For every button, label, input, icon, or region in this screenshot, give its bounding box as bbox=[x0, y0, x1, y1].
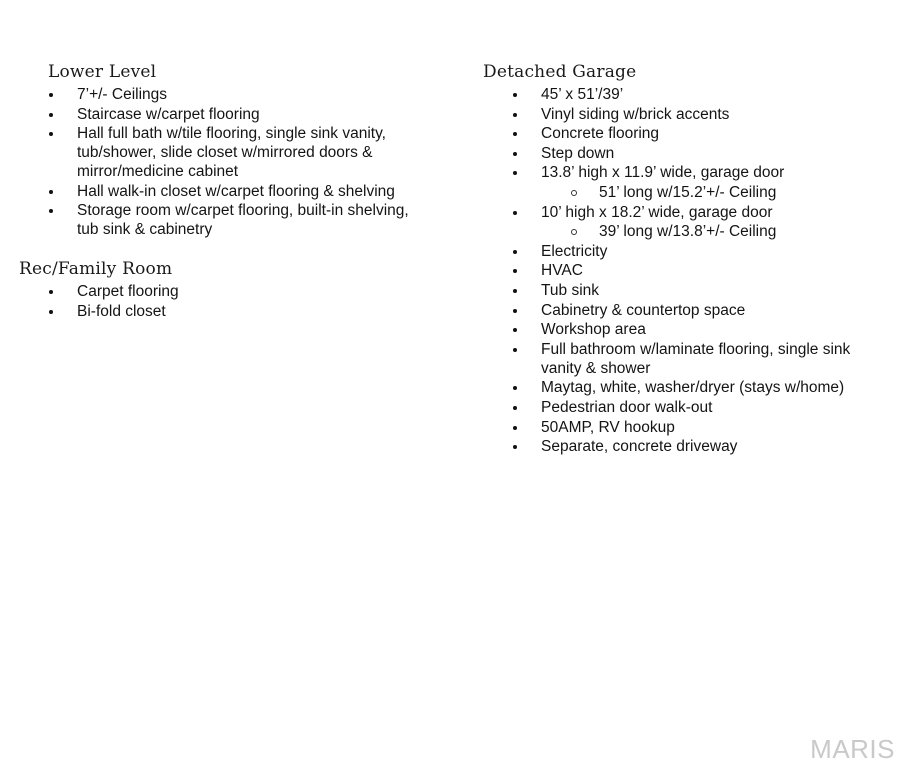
list-item: Maytag, white, washer/dryer (stays w/home) bbox=[512, 378, 897, 397]
list-item: Bi-fold closet bbox=[48, 302, 468, 321]
list-item: Carpet flooring bbox=[48, 282, 468, 301]
list-item: Storage room w/carpet flooring, built-in shelving, bbox=[48, 201, 468, 220]
rec-room-list bbox=[48, 282, 468, 321]
list-item: Full bathroom w/laminate flooring, single sink bbox=[512, 340, 897, 359]
garage-heading: Detached Garage bbox=[483, 62, 637, 82]
list-item: HVAC bbox=[512, 261, 897, 280]
rec-room-heading: Rec/Family Room bbox=[19, 259, 173, 279]
list-item: Hall full bath w/tile flooring, single sink vanity, bbox=[48, 124, 468, 143]
maris-watermark: MARIS bbox=[810, 734, 895, 764]
list-item: Pedestrian door walk-out bbox=[512, 398, 897, 417]
list-item: Hall walk-in closet w/carpet flooring & shelving bbox=[48, 182, 468, 201]
list-item: 13.8’ high x 11.9’ wide, garage door bbox=[512, 163, 897, 182]
list-item: Step down bbox=[512, 144, 897, 163]
list-item-continuation: vanity & shower bbox=[541, 359, 651, 377]
list-item: 45’ x 51’/39’ bbox=[512, 85, 897, 104]
list-subitem: 39’ long w/13.8’+/- Ceiling bbox=[512, 222, 897, 241]
list-item: 10’ high x 18.2’ wide, garage door bbox=[512, 203, 897, 222]
list-item: 7’+/- Ceilings bbox=[48, 85, 468, 104]
lower-level-heading: Lower Level bbox=[48, 62, 157, 82]
list-item: Vinyl siding w/brick accents bbox=[512, 105, 897, 124]
list-subitem: 51’ long w/15.2’+/- Ceiling bbox=[512, 183, 897, 202]
lower-level-list bbox=[48, 85, 468, 240]
list-item-continuation: tub/shower, slide closet w/mirrored doors & bbox=[77, 144, 373, 162]
list-item: Electricity bbox=[512, 242, 897, 261]
list-item: Concrete flooring bbox=[512, 124, 897, 143]
list-item: Workshop area bbox=[512, 320, 897, 339]
list-item-continuation: mirror/medicine cabinet bbox=[77, 163, 239, 181]
list-item: Cabinetry & countertop space bbox=[512, 301, 897, 320]
list-item: Tub sink bbox=[512, 281, 897, 300]
list-item: 50AMP, RV hookup bbox=[512, 418, 897, 437]
list-item: Staircase w/carpet flooring bbox=[48, 105, 468, 124]
list-item-continuation: tub sink & cabinetry bbox=[77, 221, 213, 239]
garage-list bbox=[512, 85, 897, 457]
list-item: Separate, concrete driveway bbox=[512, 437, 897, 456]
